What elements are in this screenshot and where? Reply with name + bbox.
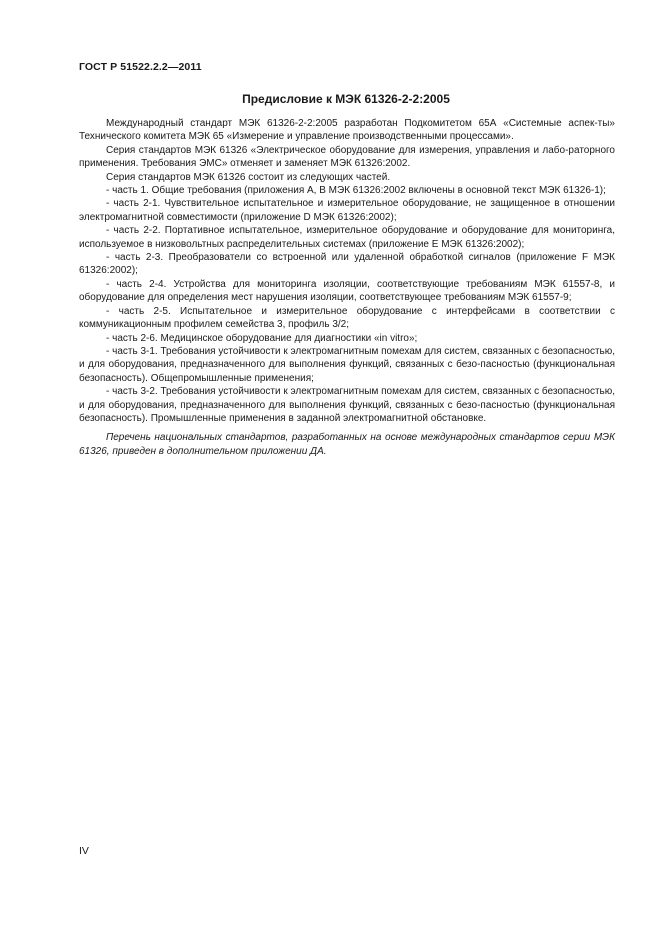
paragraph-series-parts: Серия стандартов МЭК 61326 состоит из следующих частей.	[106, 171, 391, 183]
list-item-part-3-1: - часть 3-1. Требования устойчивости к электромагнитным помехам для систем, связанных с безопасностью, и для оборудования, предназначенного для выполнения функций, связанных с безо-пасностью (функциональная безопасность). Общепромышленные применения;	[79, 345, 616, 384]
foreword-body	[79, 117, 615, 458]
list-item-part-2-4: - часть 2-4. Устройства для мониторинга изоляции, соответствующие требованиям МЭК 61557-8, и оборудование для определения мест нарушения изоляции, соответствующее требованиям МЭК 61557-9;	[79, 278, 615, 304]
standard-code: ГОСТ Р 51522.2.2—2011	[79, 61, 202, 73]
paragraph-intro: Международный стандарт МЭК 61326-2-2:2005 разработан Подкомитетом 65А «Системные аспек-ты» Технического комитета МЭК 65 «Измерение и управление производственными процессами».	[79, 118, 615, 143]
list-item-part-1: - часть 1. Общие требования (приложения А, В МЭК 61326:2002 включены в основной текст МЭК 61326-1);	[106, 185, 606, 197]
list-item-part-2-5: - часть 2-5. Испытательное и измерительное оборудование с интерфейсами в соответствии с коммуникационным профилем семейства 3, профиль 3/2;	[79, 305, 615, 331]
list-item-part-3-2: - часть 3-2. Требования устойчивости к электромагнитным помехам для систем, связанных с безопасностью, и для оборудования, предназначенного для выполнения функций, связанных с безо-пасностью (функциональная безопасность). Промышленные применения в заданной электромагнитной обстановке.	[79, 386, 616, 424]
list-item-part-2-6: - часть 2-6. Медицинское оборудование для диагностики «in vitro»;	[106, 332, 418, 344]
list-item-part-2-1: - часть 2-1. Чувствительное испытательное и измерительное оборудование, не защищенное в отношении электромагнитной совместимости (приложение D МЭК 61326:2002);	[79, 198, 615, 223]
paragraph-series-replaces: Серия стандартов МЭК 61326 «Электрическое оборудование для измерения, управления и лабо-раторного применения. Требования ЭМС» отменяет и заменяет МЭК 61326:2002.	[79, 144, 615, 170]
national-standards-note: Перечень национальных стандартов, разработанных на основе международных стандартов серии МЭК 61326, приведен в дополнительном приложении ДА.	[79, 432, 615, 457]
list-item-part-2-2: - часть 2-2. Портативное испытательное, измерительное оборудование и оборудование для мониторинга, используемое в низковольтных распределительных системах (приложение Е МЭК 61326:2002);	[79, 225, 615, 250]
page-title: Предисловие к МЭК 61326-2-2:2005	[242, 92, 450, 106]
list-item-part-2-3: - часть 2-3. Преобразователи со встроенной или удаленной обработкой сигналов (приложение F МЭК 61326:2002);	[79, 252, 615, 277]
page-number: IV	[79, 845, 89, 857]
